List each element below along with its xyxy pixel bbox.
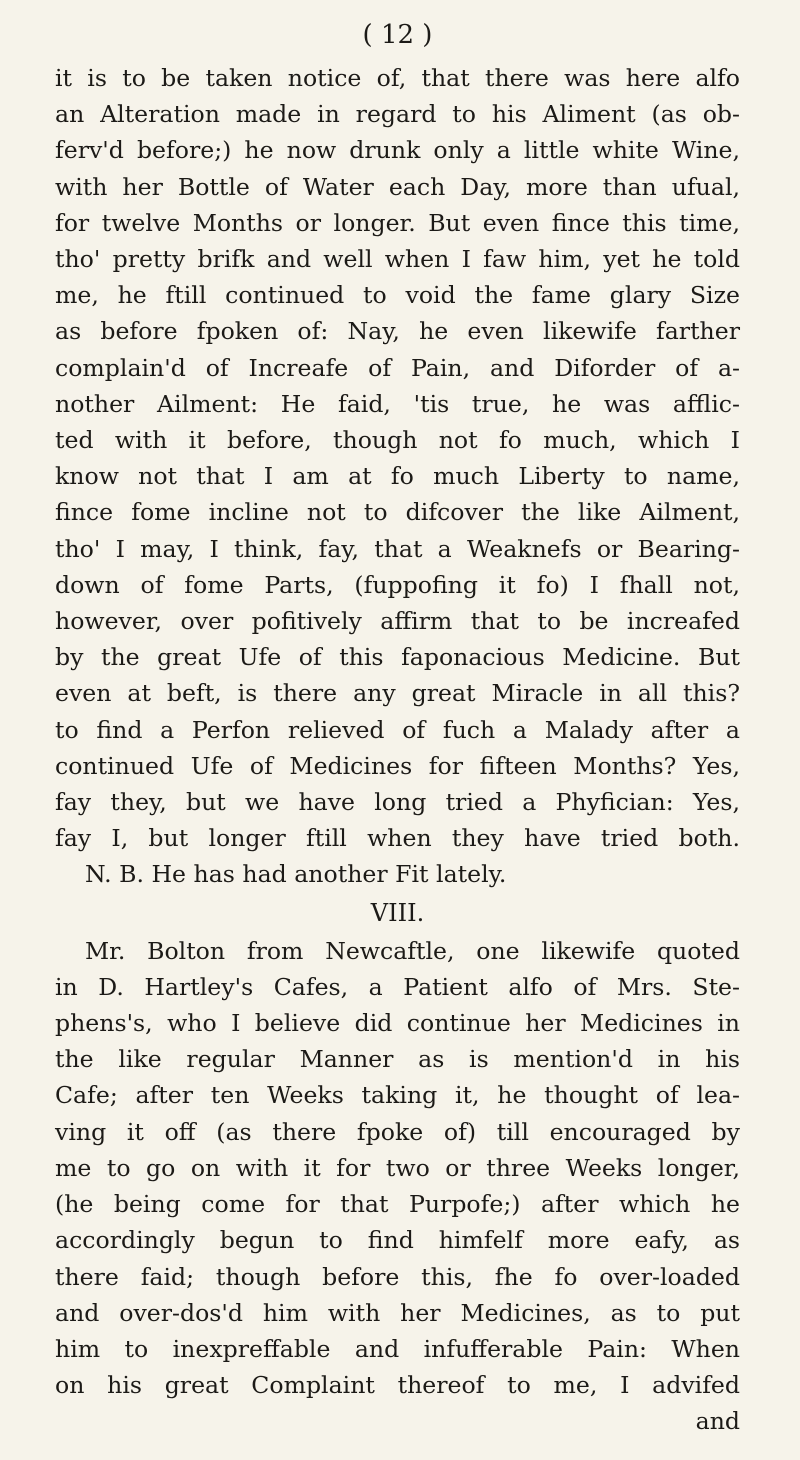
text-line: accordingly begun to find himfelf more eafy, as [55,1226,740,1255]
text-line: me, he ftill continued to void the fame glary Size [55,281,740,310]
text-line: fay I, but longer ftill when they have tried both. [55,824,740,853]
text-line: an Alteration made in regard to his Aliment (as ob- [55,100,740,129]
text-line: it is to be taken notice of, that there was here alfo [55,64,740,92]
text-line: continued Ufe of Medicines for fifteen Months? Yes, [55,751,740,780]
section-heading: VIII. [370,898,425,927]
text-line: him to inexpreffable and infufferable Pain: When [55,1334,740,1363]
text-line: me to go on with it for two or three Weeks longer, [55,1153,740,1182]
text-line: there faid; though before this, fhe fo over-loaded [55,1262,740,1291]
text-line: and over-dos'd him with her Medicines, as to put [55,1298,740,1327]
text-line: for twelve Months or longer. But even fince this time, [55,208,740,237]
text-line: tho' I may, I think, fay, that a Weaknefs or Bearing- [55,534,740,563]
text-line: nother Ailment: He faid, 'tis true, he was afflic- [55,389,740,418]
text-block-1 [55,60,740,1440]
text-line: N. B. He has had another Fit lately. [85,860,507,889]
text-line: (he being come for that Purpofe;) after which he [55,1190,740,1219]
text-line: ving it off (as there fpoke of) till encouraged by [55,1117,740,1146]
text-line: by the great Ufe of this faponacious Medicine. But [55,643,740,672]
text-line: down of fome Parts, (fuppofing it fo) I fhall not, [55,570,740,599]
text-line: to find a Perfon relieved of fuch a Malady after a [55,715,740,744]
text-line: in D. Hartley's Cafes, a Patient alfo of Mrs. Ste- [55,972,740,1001]
text-line: ferv'd before;) he now drunk only a little white Wine, [55,136,740,165]
text-line: with her Bottle of Water each Day, more than ufual, [55,172,740,201]
text-line: however, over pofitively affirm that to be increafed [55,607,740,636]
catchword: and [695,1407,740,1436]
page-number: ( 12 ) [362,20,433,50]
text-line: tho' pretty brifk and well when I faw him, yet he told [55,245,740,274]
text-line: complain'd of Increafe of Pain, and Diforder of a- [55,353,740,382]
text-line: phens's, who I believe did continue her Medicines in [55,1009,740,1038]
text-line: Mr. Bolton from Newcaftle, one likewife quoted [85,936,740,965]
text-line: know not that I am at fo much Liberty to name, [55,462,740,491]
text-line: even at beft, is there any great Miracle in all this? [55,679,740,708]
text-line: as before fpoken of: Nay, he even likewife farther [55,317,740,346]
text-line: on his great Complaint thereof to me, I advifed [55,1371,740,1400]
text-line: the like regular Manner as is mention'd in his [55,1045,740,1074]
text-line: ted with it before, though not fo much, which I [55,426,740,455]
text-line: Cafe; after ten Weeks taking it, he thought of lea- [55,1081,740,1110]
text-line: fay they, but we have long tried a Phyfician: Yes, [55,788,740,817]
text-line: fince fome incline not to difcover the like Ailment, [55,498,740,527]
